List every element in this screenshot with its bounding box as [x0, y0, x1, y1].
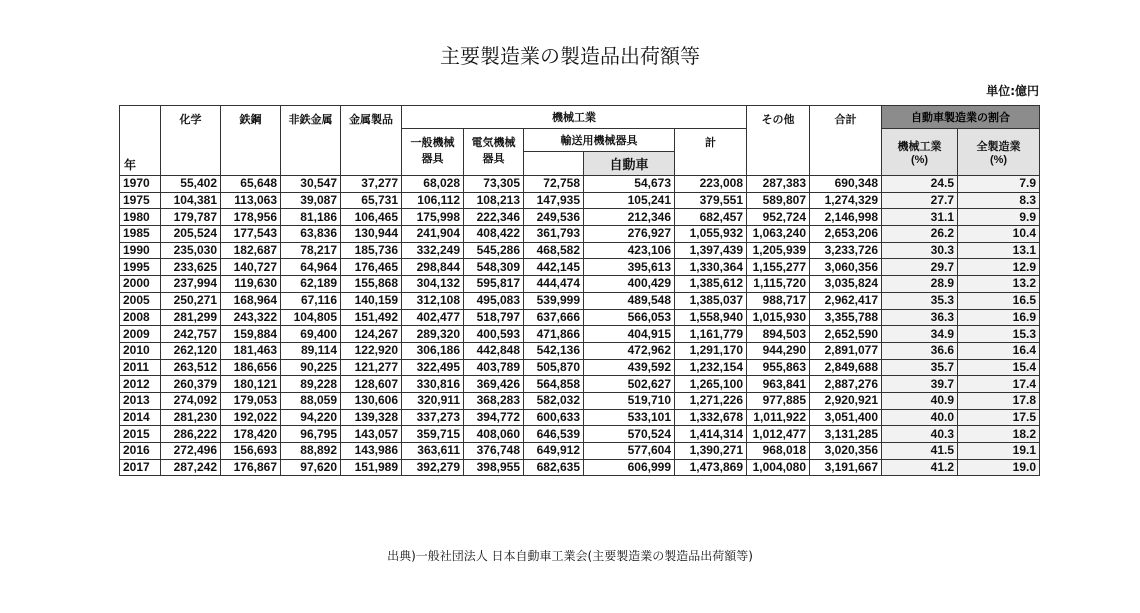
- value-cell: 589,807: [747, 192, 810, 209]
- header-auto: 自動車: [584, 152, 675, 176]
- pct-cell: 41.2: [882, 459, 958, 476]
- table-row: [120, 409, 1040, 426]
- pct-cell: 13.2: [958, 276, 1040, 293]
- table-row: [120, 292, 1040, 309]
- value-cell: 180,121: [221, 376, 281, 393]
- value-cell: 2,920,921: [810, 392, 882, 409]
- value-cell: 151,989: [341, 459, 402, 476]
- value-cell: 1,055,932: [675, 226, 747, 243]
- value-cell: 241,904: [402, 226, 464, 243]
- value-cell: 54,673: [584, 176, 675, 193]
- value-cell: 1,473,869: [675, 459, 747, 476]
- year-cell: 1990: [120, 242, 161, 259]
- pct-cell: 24.5: [882, 176, 958, 193]
- value-cell: 81,186: [281, 209, 341, 226]
- value-cell: 570,524: [584, 426, 675, 443]
- value-cell: 155,868: [341, 276, 402, 293]
- year-cell: 2014: [120, 409, 161, 426]
- value-cell: 577,604: [584, 443, 675, 460]
- pct-cell: 15.3: [958, 326, 1040, 343]
- value-cell: 2,652,590: [810, 326, 882, 343]
- value-cell: 489,548: [584, 292, 675, 309]
- value-cell: 233,625: [161, 259, 221, 276]
- value-cell: 122,920: [341, 342, 402, 359]
- value-cell: 944,290: [747, 342, 810, 359]
- pct-cell: 9.9: [958, 209, 1040, 226]
- value-cell: 151,492: [341, 309, 402, 326]
- value-cell: 502,627: [584, 376, 675, 393]
- table-row: [120, 192, 1040, 209]
- value-cell: 404,915: [584, 326, 675, 343]
- table-row: [120, 376, 1040, 393]
- pct-cell: 35.7: [882, 359, 958, 376]
- header-general-text: 一般機械器具: [410, 137, 455, 165]
- value-cell: 178,956: [221, 209, 281, 226]
- page-title: 主要製造業の製造品出荷額等: [440, 44, 700, 68]
- value-cell: 104,381: [161, 192, 221, 209]
- value-cell: 2,849,688: [810, 359, 882, 376]
- value-cell: 119,630: [221, 276, 281, 293]
- value-cell: 139,328: [341, 409, 402, 426]
- table-row: [120, 276, 1040, 293]
- value-cell: 143,986: [341, 443, 402, 460]
- value-cell: 322,495: [402, 359, 464, 376]
- header-general: [402, 129, 464, 176]
- pct-cell: 17.4: [958, 376, 1040, 393]
- value-cell: 968,018: [747, 443, 810, 460]
- value-cell: 178,420: [221, 426, 281, 443]
- year-cell: 1975: [120, 192, 161, 209]
- value-cell: 545,286: [464, 242, 524, 259]
- pct-cell: 36.3: [882, 309, 958, 326]
- pct-cell: 40.0: [882, 409, 958, 426]
- value-cell: 1,385,037: [675, 292, 747, 309]
- year-cell: 1970: [120, 176, 161, 193]
- value-cell: 223,008: [675, 176, 747, 193]
- pct-cell: 41.5: [882, 443, 958, 460]
- value-cell: 519,710: [584, 392, 675, 409]
- value-cell: 237,994: [161, 276, 221, 293]
- value-cell: 185,736: [341, 242, 402, 259]
- value-cell: 1,558,940: [675, 309, 747, 326]
- value-cell: 89,114: [281, 342, 341, 359]
- value-cell: 2,653,206: [810, 226, 882, 243]
- value-cell: 55,402: [161, 176, 221, 193]
- value-cell: 179,787: [161, 209, 221, 226]
- value-cell: 140,159: [341, 292, 402, 309]
- year-cell: 2013: [120, 392, 161, 409]
- value-cell: 518,797: [464, 309, 524, 326]
- value-cell: 312,108: [402, 292, 464, 309]
- value-cell: 287,242: [161, 459, 221, 476]
- header-total: 合計: [810, 106, 882, 176]
- value-cell: 1,385,612: [675, 276, 747, 293]
- value-cell: 379,551: [675, 192, 747, 209]
- value-cell: 952,724: [747, 209, 810, 226]
- unit-label: 単位:億円: [986, 84, 1039, 98]
- value-cell: 105,241: [584, 192, 675, 209]
- value-cell: 39,087: [281, 192, 341, 209]
- value-cell: 179,053: [221, 392, 281, 409]
- pct-cell: 19.0: [958, 459, 1040, 476]
- pct-cell: 18.2: [958, 426, 1040, 443]
- value-cell: 243,322: [221, 309, 281, 326]
- pct-cell: 27.7: [882, 192, 958, 209]
- table-row: [120, 259, 1040, 276]
- pct-cell: 16.9: [958, 309, 1040, 326]
- value-cell: 649,912: [524, 443, 584, 460]
- value-cell: 96,795: [281, 426, 341, 443]
- value-cell: 330,816: [402, 376, 464, 393]
- year-cell: 2016: [120, 443, 161, 460]
- value-cell: 408,060: [464, 426, 524, 443]
- value-cell: 3,131,285: [810, 426, 882, 443]
- value-cell: 1,232,154: [675, 359, 747, 376]
- value-cell: 582,032: [524, 392, 584, 409]
- header-share: 自動車製造業の割合: [882, 106, 1040, 129]
- year-cell: 2008: [120, 309, 161, 326]
- value-cell: 281,299: [161, 309, 221, 326]
- value-cell: 368,283: [464, 392, 524, 409]
- pct-cell: 15.4: [958, 359, 1040, 376]
- value-cell: 260,379: [161, 376, 221, 393]
- value-cell: 439,592: [584, 359, 675, 376]
- year-cell: 2015: [120, 426, 161, 443]
- table-row: [120, 242, 1040, 259]
- value-cell: 73,305: [464, 176, 524, 193]
- value-cell: 400,593: [464, 326, 524, 343]
- pct-cell: 10.4: [958, 226, 1040, 243]
- value-cell: 212,346: [584, 209, 675, 226]
- header-machinery: 機械工業: [402, 106, 747, 129]
- value-cell: 304,132: [402, 276, 464, 293]
- value-cell: 159,884: [221, 326, 281, 343]
- value-cell: 89,228: [281, 376, 341, 393]
- pct-cell: 40.9: [882, 392, 958, 409]
- header-electric: [464, 129, 524, 176]
- value-cell: 682,635: [524, 459, 584, 476]
- value-cell: 542,136: [524, 342, 584, 359]
- value-cell: 263,512: [161, 359, 221, 376]
- value-cell: 3,233,726: [810, 242, 882, 259]
- table-row: [120, 342, 1040, 359]
- pct-cell: 36.6: [882, 342, 958, 359]
- value-cell: 1,161,779: [675, 326, 747, 343]
- value-cell: 65,648: [221, 176, 281, 193]
- value-cell: 130,944: [341, 226, 402, 243]
- value-cell: 1,004,080: [747, 459, 810, 476]
- pct-cell: 7.9: [958, 176, 1040, 193]
- source-note: 出典)一般社団法人 日本自動車工業会(主要製造業の製造品出荷額等): [387, 549, 753, 563]
- header-share-machinery: 機械工業 (%): [882, 129, 958, 176]
- value-cell: 3,060,356: [810, 259, 882, 276]
- pct-cell: 30.3: [882, 242, 958, 259]
- value-cell: 398,955: [464, 459, 524, 476]
- value-cell: 108,213: [464, 192, 524, 209]
- value-cell: 1,155,277: [747, 259, 810, 276]
- value-cell: 177,543: [221, 226, 281, 243]
- value-cell: 176,867: [221, 459, 281, 476]
- value-cell: 272,496: [161, 443, 221, 460]
- value-cell: 289,320: [402, 326, 464, 343]
- value-cell: 690,348: [810, 176, 882, 193]
- value-cell: 3,051,400: [810, 409, 882, 426]
- value-cell: 548,309: [464, 259, 524, 276]
- year-cell: 2012: [120, 376, 161, 393]
- year-cell: 2009: [120, 326, 161, 343]
- value-cell: 147,935: [524, 192, 584, 209]
- pct-cell: 16.4: [958, 342, 1040, 359]
- year-cell: 1980: [120, 209, 161, 226]
- value-cell: 394,772: [464, 409, 524, 426]
- value-cell: 505,870: [524, 359, 584, 376]
- value-cell: 88,059: [281, 392, 341, 409]
- value-cell: 646,539: [524, 426, 584, 443]
- value-cell: 2,887,276: [810, 376, 882, 393]
- header-transport-blank: [524, 152, 584, 176]
- value-cell: 595,817: [464, 276, 524, 293]
- shipment-table: [119, 105, 1040, 476]
- value-cell: 600,633: [524, 409, 584, 426]
- value-cell: 963,841: [747, 376, 810, 393]
- value-cell: 298,844: [402, 259, 464, 276]
- value-cell: 140,727: [221, 259, 281, 276]
- value-cell: 2,146,998: [810, 209, 882, 226]
- table-body: [120, 176, 1040, 476]
- pct-cell: 19.1: [958, 443, 1040, 460]
- pct-cell: 34.9: [882, 326, 958, 343]
- header-other: その他: [747, 106, 810, 176]
- value-cell: 130,606: [341, 392, 402, 409]
- value-cell: 1,330,364: [675, 259, 747, 276]
- value-cell: 104,805: [281, 309, 341, 326]
- value-cell: 182,687: [221, 242, 281, 259]
- table-row: [120, 392, 1040, 409]
- pct-cell: 39.7: [882, 376, 958, 393]
- value-cell: 408,422: [464, 226, 524, 243]
- value-cell: 222,346: [464, 209, 524, 226]
- pct-cell: 12.9: [958, 259, 1040, 276]
- value-cell: 72,758: [524, 176, 584, 193]
- value-cell: 186,656: [221, 359, 281, 376]
- pct-cell: 17.8: [958, 392, 1040, 409]
- value-cell: 249,536: [524, 209, 584, 226]
- value-cell: 30,547: [281, 176, 341, 193]
- value-cell: 2,891,077: [810, 342, 882, 359]
- value-cell: 988,717: [747, 292, 810, 309]
- year-cell: 1995: [120, 259, 161, 276]
- value-cell: 62,189: [281, 276, 341, 293]
- value-cell: 306,186: [402, 342, 464, 359]
- table-row: [120, 359, 1040, 376]
- pct-cell: 40.3: [882, 426, 958, 443]
- value-cell: 363,611: [402, 443, 464, 460]
- value-cell: 403,789: [464, 359, 524, 376]
- value-cell: 286,222: [161, 426, 221, 443]
- value-cell: 337,273: [402, 409, 464, 426]
- value-cell: 3,035,824: [810, 276, 882, 293]
- value-cell: 442,145: [524, 259, 584, 276]
- value-cell: 359,715: [402, 426, 464, 443]
- value-cell: 564,858: [524, 376, 584, 393]
- value-cell: 64,964: [281, 259, 341, 276]
- value-cell: 1,063,240: [747, 226, 810, 243]
- value-cell: 361,793: [524, 226, 584, 243]
- year-cell: 2000: [120, 276, 161, 293]
- value-cell: 471,866: [524, 326, 584, 343]
- value-cell: 468,582: [524, 242, 584, 259]
- value-cell: 181,463: [221, 342, 281, 359]
- header-metal: 金属製品: [341, 106, 402, 176]
- value-cell: 400,429: [584, 276, 675, 293]
- value-cell: 1,397,439: [675, 242, 747, 259]
- year-cell: 2005: [120, 292, 161, 309]
- value-cell: 143,057: [341, 426, 402, 443]
- value-cell: 65,731: [341, 192, 402, 209]
- table-row: [120, 459, 1040, 476]
- value-cell: 168,964: [221, 292, 281, 309]
- header-share-all: 全製造業 (%): [958, 129, 1040, 176]
- table-row: [120, 326, 1040, 343]
- value-cell: 124,267: [341, 326, 402, 343]
- value-cell: 242,757: [161, 326, 221, 343]
- value-cell: 1,414,314: [675, 426, 747, 443]
- value-cell: 97,620: [281, 459, 341, 476]
- value-cell: 332,249: [402, 242, 464, 259]
- value-cell: 63,836: [281, 226, 341, 243]
- value-cell: 1,205,939: [747, 242, 810, 259]
- header-transport: 輸送用機械器具: [524, 129, 675, 152]
- value-cell: 955,863: [747, 359, 810, 376]
- year-cell: 2010: [120, 342, 161, 359]
- value-cell: 281,230: [161, 409, 221, 426]
- table-row: [120, 443, 1040, 460]
- value-cell: 1,274,329: [810, 192, 882, 209]
- value-cell: 320,911: [402, 392, 464, 409]
- value-cell: 1,011,922: [747, 409, 810, 426]
- table-row: [120, 226, 1040, 243]
- value-cell: 68,028: [402, 176, 464, 193]
- value-cell: 376,748: [464, 443, 524, 460]
- value-cell: 402,477: [402, 309, 464, 326]
- value-cell: 392,279: [402, 459, 464, 476]
- pct-cell: 13.1: [958, 242, 1040, 259]
- value-cell: 566,053: [584, 309, 675, 326]
- value-cell: 274,092: [161, 392, 221, 409]
- value-cell: 192,022: [221, 409, 281, 426]
- value-cell: 262,120: [161, 342, 221, 359]
- value-cell: 369,426: [464, 376, 524, 393]
- pct-cell: 17.5: [958, 409, 1040, 426]
- value-cell: 977,885: [747, 392, 810, 409]
- pct-cell: 29.7: [882, 259, 958, 276]
- pct-cell: 35.3: [882, 292, 958, 309]
- value-cell: 423,106: [584, 242, 675, 259]
- value-cell: 539,999: [524, 292, 584, 309]
- value-cell: 3,355,788: [810, 309, 882, 326]
- header-year: 年: [120, 106, 161, 176]
- value-cell: 395,613: [584, 259, 675, 276]
- pct-cell: 8.3: [958, 192, 1040, 209]
- value-cell: 472,962: [584, 342, 675, 359]
- header-electric-text: 電気機械器具: [471, 137, 516, 165]
- pct-cell: 31.1: [882, 209, 958, 226]
- value-cell: 1,291,170: [675, 342, 747, 359]
- value-cell: 250,271: [161, 292, 221, 309]
- table-row: [120, 209, 1040, 226]
- header-steel: 鉄鋼: [221, 106, 281, 176]
- table-row: [120, 309, 1040, 326]
- value-cell: 1,015,930: [747, 309, 810, 326]
- value-cell: 3,020,356: [810, 443, 882, 460]
- value-cell: 276,927: [584, 226, 675, 243]
- value-cell: 1,390,271: [675, 443, 747, 460]
- value-cell: 1,115,720: [747, 276, 810, 293]
- value-cell: 106,112: [402, 192, 464, 209]
- value-cell: 156,693: [221, 443, 281, 460]
- value-cell: 287,383: [747, 176, 810, 193]
- value-cell: 606,999: [584, 459, 675, 476]
- value-cell: 121,277: [341, 359, 402, 376]
- value-cell: 235,030: [161, 242, 221, 259]
- value-cell: 69,400: [281, 326, 341, 343]
- value-cell: 495,083: [464, 292, 524, 309]
- year-cell: 2017: [120, 459, 161, 476]
- value-cell: 533,101: [584, 409, 675, 426]
- header-nonferrous: 非鉄金属: [281, 106, 341, 176]
- value-cell: 3,191,667: [810, 459, 882, 476]
- value-cell: 1,012,477: [747, 426, 810, 443]
- value-cell: 78,217: [281, 242, 341, 259]
- value-cell: 88,892: [281, 443, 341, 460]
- value-cell: 106,465: [341, 209, 402, 226]
- value-cell: 205,524: [161, 226, 221, 243]
- value-cell: 90,225: [281, 359, 341, 376]
- value-cell: 1,271,226: [675, 392, 747, 409]
- value-cell: 682,457: [675, 209, 747, 226]
- value-cell: 67,116: [281, 292, 341, 309]
- value-cell: 37,277: [341, 176, 402, 193]
- value-cell: 444,474: [524, 276, 584, 293]
- pct-cell: 28.9: [882, 276, 958, 293]
- value-cell: 113,063: [221, 192, 281, 209]
- pct-cell: 26.2: [882, 226, 958, 243]
- value-cell: 128,607: [341, 376, 402, 393]
- header-subtotal: 計: [675, 129, 747, 176]
- value-cell: 94,220: [281, 409, 341, 426]
- table-row: [120, 426, 1040, 443]
- value-cell: 176,465: [341, 259, 402, 276]
- header-chem: 化学: [161, 106, 221, 176]
- value-cell: 894,503: [747, 326, 810, 343]
- value-cell: 1,332,678: [675, 409, 747, 426]
- table-row: [120, 176, 1040, 193]
- value-cell: 2,962,417: [810, 292, 882, 309]
- value-cell: 637,666: [524, 309, 584, 326]
- value-cell: 175,998: [402, 209, 464, 226]
- year-cell: 2011: [120, 359, 161, 376]
- year-cell: 1985: [120, 226, 161, 243]
- pct-cell: 16.5: [958, 292, 1040, 309]
- value-cell: 1,265,100: [675, 376, 747, 393]
- value-cell: 442,848: [464, 342, 524, 359]
